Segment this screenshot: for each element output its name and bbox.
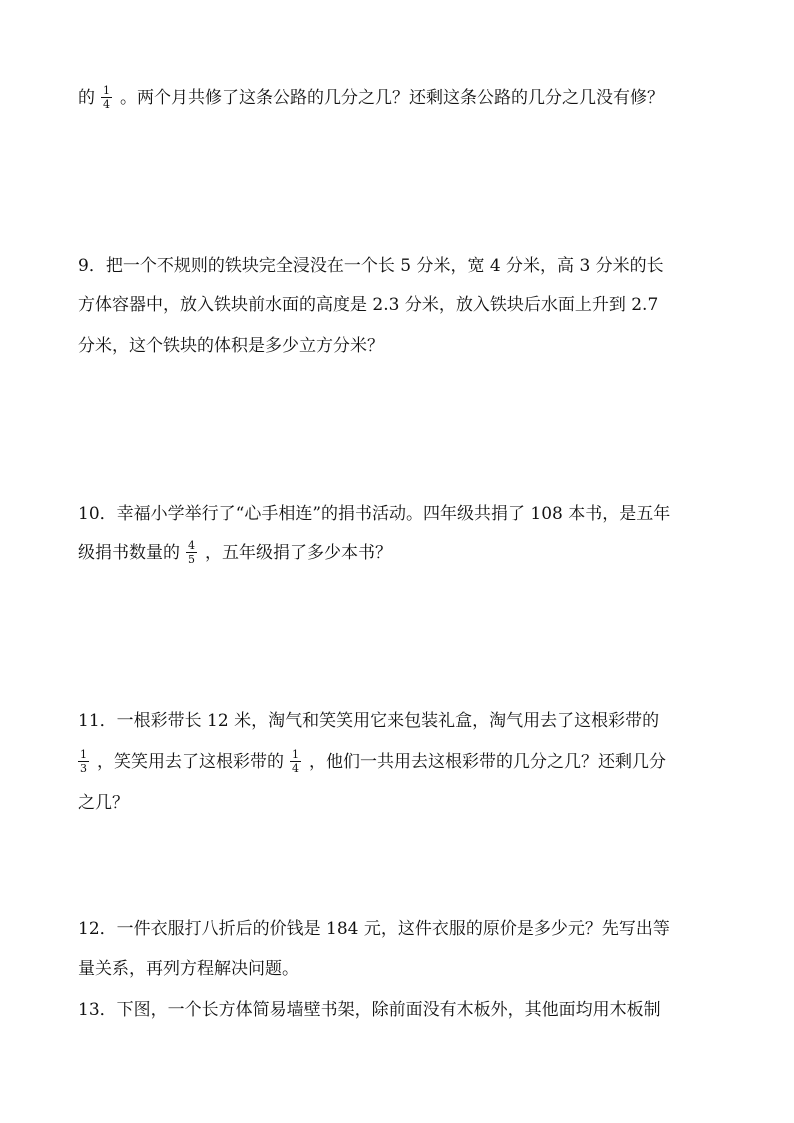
fraction-numerator: 4: [188, 539, 195, 552]
q8-line: [78, 86, 664, 110]
q10-text-before: 级捐书数量的: [78, 543, 180, 563]
q12-line-1: 12．一件衣服打八折后的价钱是 184 元，这件衣服的原价是多少元？先写出等: [78, 919, 670, 939]
q10-line-2: [78, 541, 392, 565]
fraction-numerator: 1: [103, 84, 110, 97]
fraction-numerator: 1: [80, 748, 87, 761]
q10-text-after: ，五年级捐了多少本书？: [205, 543, 392, 563]
q9-line-1: 9．把一个不规则的铁块完全浸没在一个长 5 分米，宽 4 分米，高 3 分米的长: [78, 256, 664, 276]
q12-line-2: 量关系，再列方程解决问题。: [78, 959, 299, 979]
fraction-denominator: 4: [292, 762, 299, 775]
fraction-denominator: 3: [80, 762, 87, 775]
q9-line-3: 分米，这个铁块的体积是多少立方分米？: [78, 336, 384, 356]
q11-text-mid: ，笑笑用去了这根彩带的: [97, 752, 284, 772]
q11-line-2: [78, 750, 666, 774]
q10-line-1: 10．幸福小学举行了“心手相连”的捐书活动。四年级共捐了 108 本书，是五年: [78, 504, 671, 524]
fraction-denominator: 4: [103, 98, 110, 111]
q8-text-after: 。两个月共修了这条公路的几分之几？还剩这条公路的几分之几没有修？: [120, 88, 664, 108]
q9-line-2: 方体容器中，放入铁块前水面的高度是 2.3 分米，放入铁块后水面上升到 2.7: [78, 295, 659, 315]
q8-text-before: 的: [78, 88, 95, 108]
fraction-numerator: 1: [292, 748, 299, 761]
q11-text-after: ，他们一共用去这根彩带的几分之几？还剩几分: [309, 752, 666, 772]
q11-fraction-2: [290, 749, 301, 774]
q13-line-1: 13．下图，一个长方体简易墙壁书架，除前面没有木板外，其他面均用木板制: [78, 1000, 661, 1020]
fraction-denominator: 5: [188, 553, 195, 566]
q11-fraction-1: [78, 749, 89, 774]
q11-line-3: 之几？: [78, 793, 129, 813]
q10-fraction: [186, 540, 197, 565]
q8-fraction: [101, 85, 112, 110]
q11-line-1: 11．一根彩带长 12 米，淘气和笑笑用它来包装礼盒，淘气用去了这根彩带的: [78, 711, 660, 731]
